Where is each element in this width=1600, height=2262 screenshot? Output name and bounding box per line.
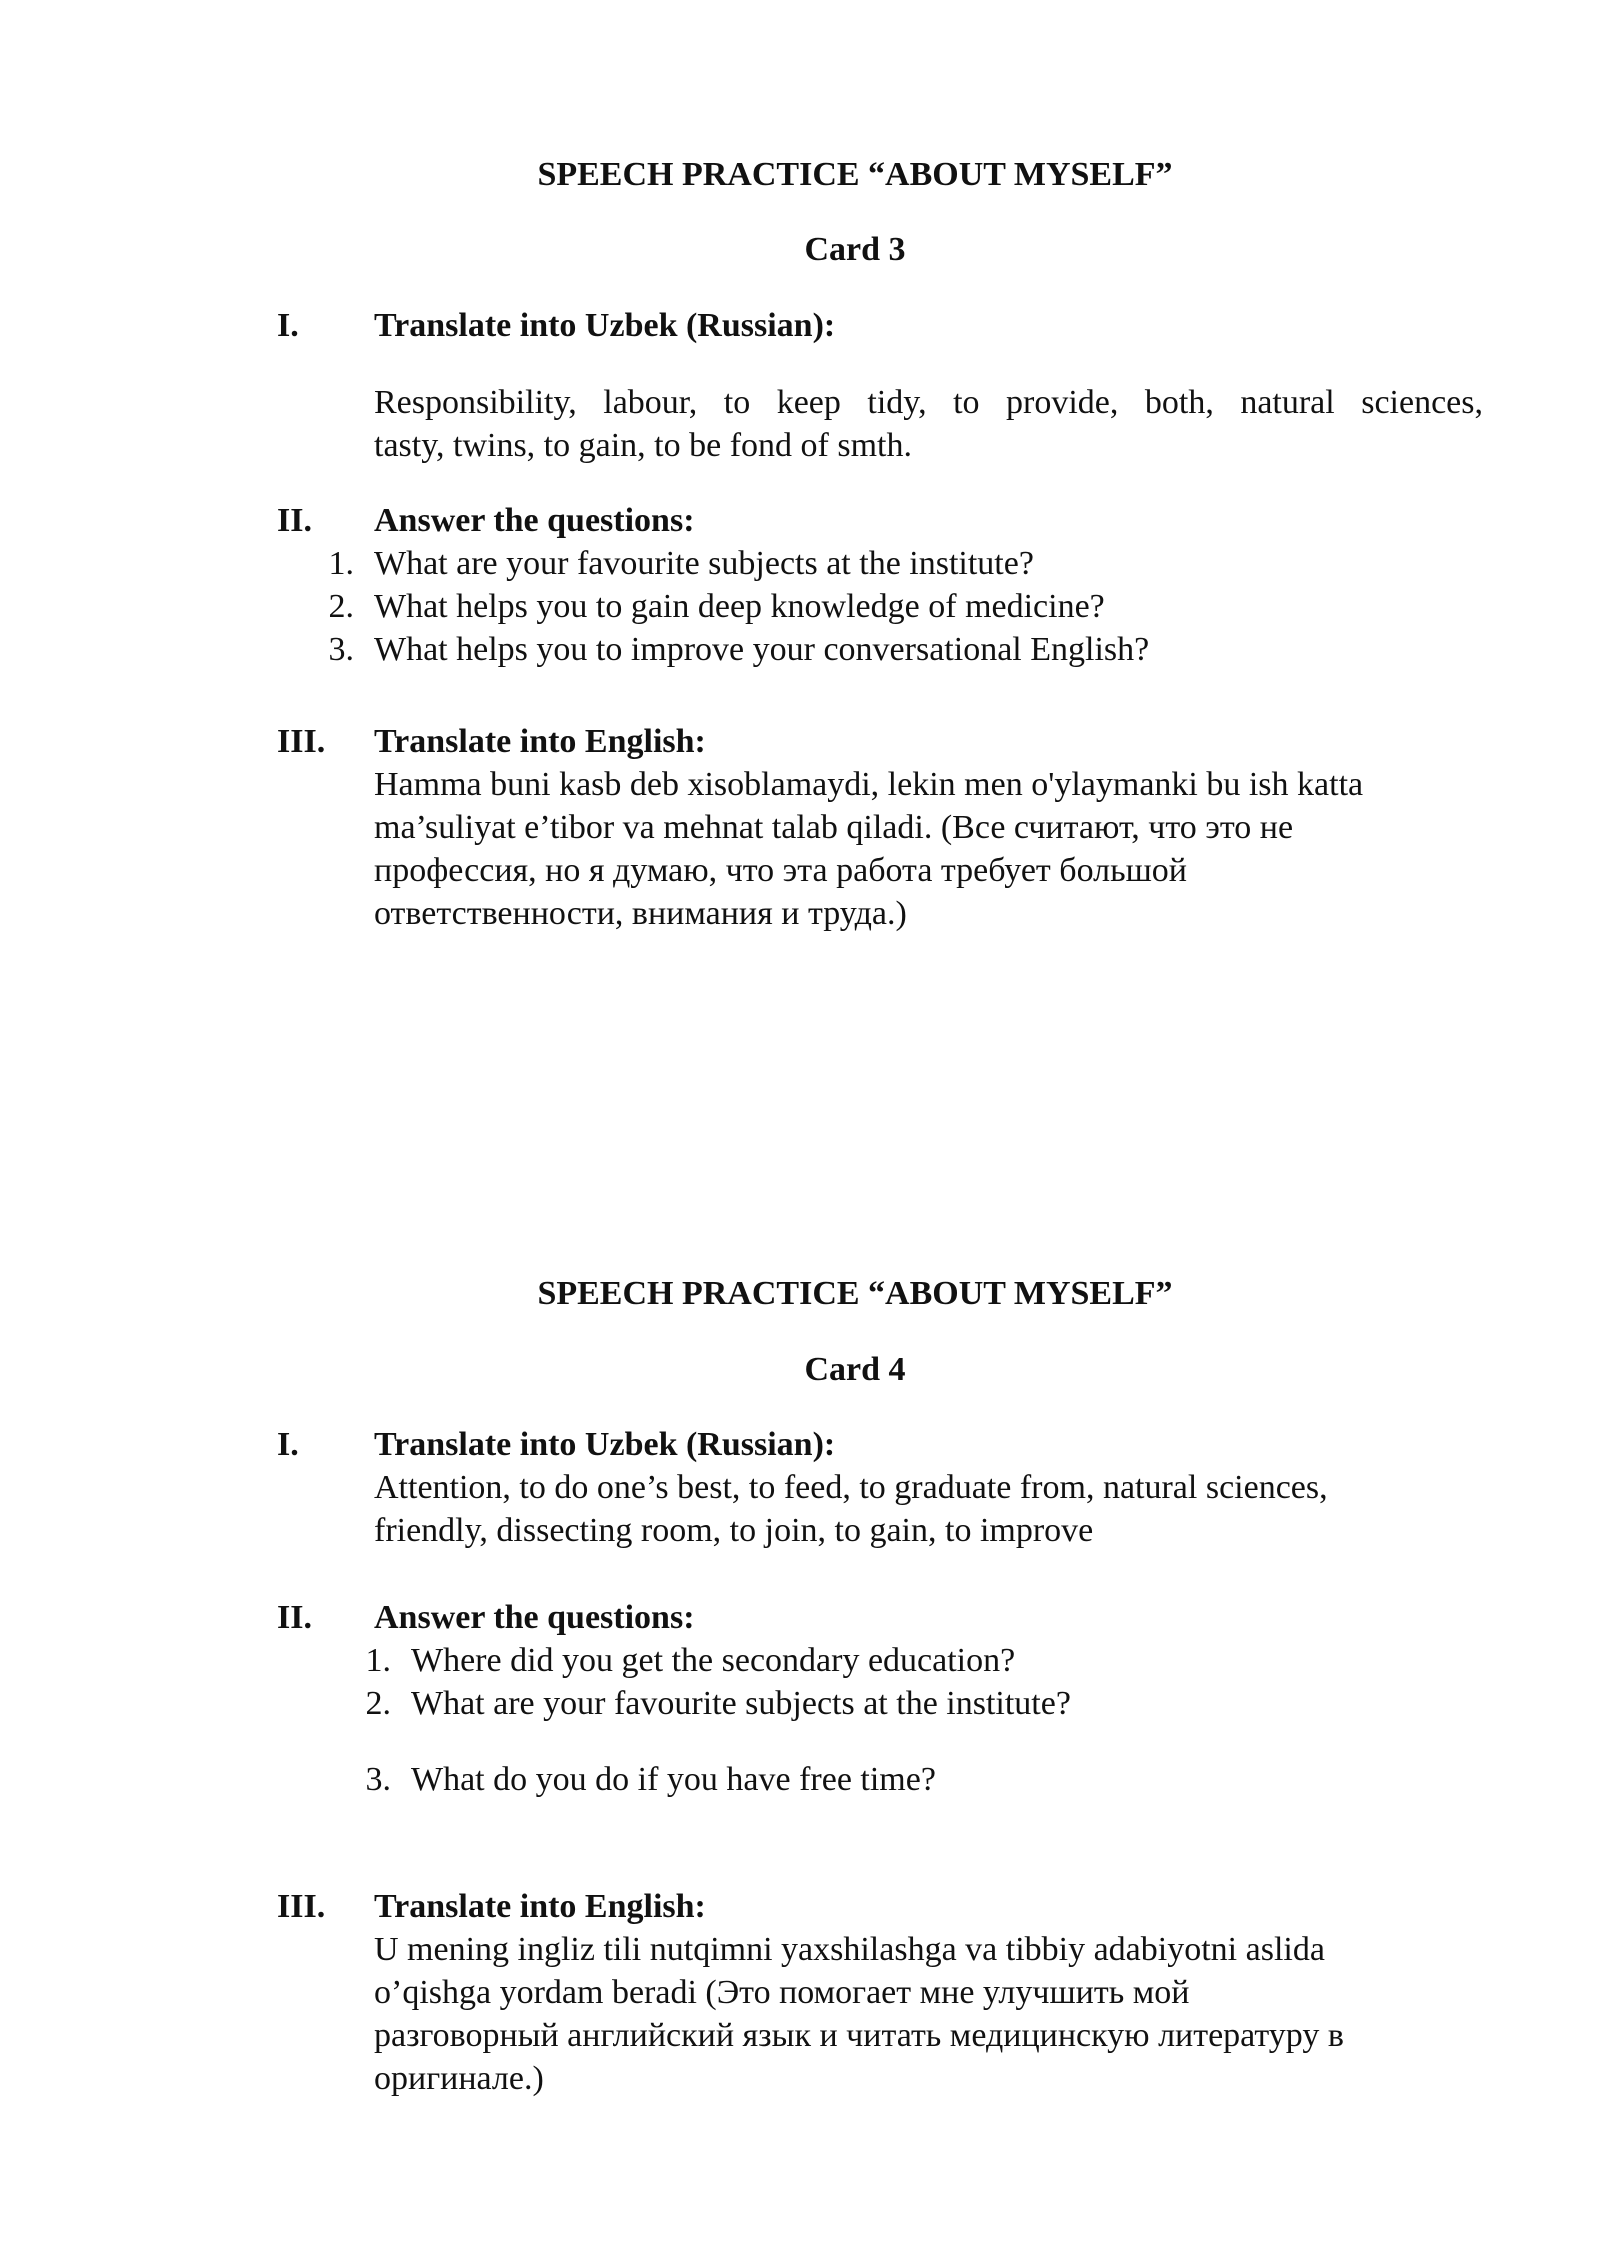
section-heading: Translate into English: — [374, 1888, 706, 1925]
card-label: Card 3 — [804, 231, 906, 268]
vocabulary-line: Responsibility, labour, to keep tidy, to provide, both, natural sciences, — [374, 384, 1483, 421]
question-number: 2. — [365, 1685, 391, 1722]
card-title: SPEECH PRACTICE “ABOUT MYSELF” — [537, 1275, 1173, 1312]
vocabulary-line: Attention, to do one’s best, to feed, to graduate from, natural sciences, — [374, 1469, 1328, 1506]
question-text: What are your favourite subjects at the institute? — [374, 545, 1034, 582]
section-numeral: II. — [277, 1599, 312, 1636]
section-numeral: III. — [277, 723, 326, 760]
section-heading: Translate into English: — [374, 723, 706, 760]
section-heading: Translate into Uzbek (Russian): — [374, 307, 836, 344]
question-text: What do you do if you have free time? — [411, 1761, 936, 1798]
question-number: 1. — [328, 545, 354, 582]
translation-line: ma’suliyat e’tibor va mehnat talab qiladi. (Все считают, что это не — [374, 809, 1294, 846]
section-heading: Translate into Uzbek (Russian): — [374, 1426, 836, 1463]
translation-line: оригинале.) — [374, 2060, 544, 2097]
question-text: Where did you get the secondary education? — [411, 1642, 1016, 1679]
translation-line: o’qishga yordam beradi (Это помогает мне улучшить мой — [374, 1974, 1190, 2011]
section-heading: Answer the questions: — [374, 1599, 695, 1636]
section-numeral: I. — [277, 307, 299, 344]
question-number: 2. — [328, 588, 354, 625]
vocabulary-line: tasty, twins, to gain, to be fond of smth. — [374, 427, 912, 464]
section-numeral: III. — [277, 1888, 326, 1925]
section-heading: Answer the questions: — [374, 502, 695, 539]
card-title: SPEECH PRACTICE “ABOUT MYSELF” — [537, 156, 1173, 193]
question-number: 3. — [328, 631, 354, 668]
question-number: 1. — [365, 1642, 391, 1679]
section-numeral: II. — [277, 502, 312, 539]
translation-line: разговорный английский язык и читать медицинскую литературу в — [374, 2017, 1344, 2054]
translation-line: U mening ingliz tili nutqimni yaxshilashga va tibbiy adabiyotni aslida — [374, 1931, 1325, 1968]
translation-line: ответственности, внимания и труда.) — [374, 895, 907, 932]
translation-line: профессия, но я думаю, что эта работа требует большой — [374, 852, 1187, 889]
card-label: Card 4 — [804, 1351, 906, 1388]
question-text: What are your favourite subjects at the institute? — [411, 1685, 1071, 1722]
translation-line: Hamma buni kasb deb xisoblamaydi, lekin men o'ylaymanki bu ish katta — [374, 766, 1364, 803]
question-text: What helps you to improve your conversational English? — [374, 631, 1150, 668]
vocabulary-line: friendly, dissecting room, to join, to gain, to improve — [374, 1512, 1094, 1549]
section-numeral: I. — [277, 1426, 299, 1463]
question-text: What helps you to gain deep knowledge of medicine? — [374, 588, 1105, 625]
question-number: 3. — [365, 1761, 391, 1798]
